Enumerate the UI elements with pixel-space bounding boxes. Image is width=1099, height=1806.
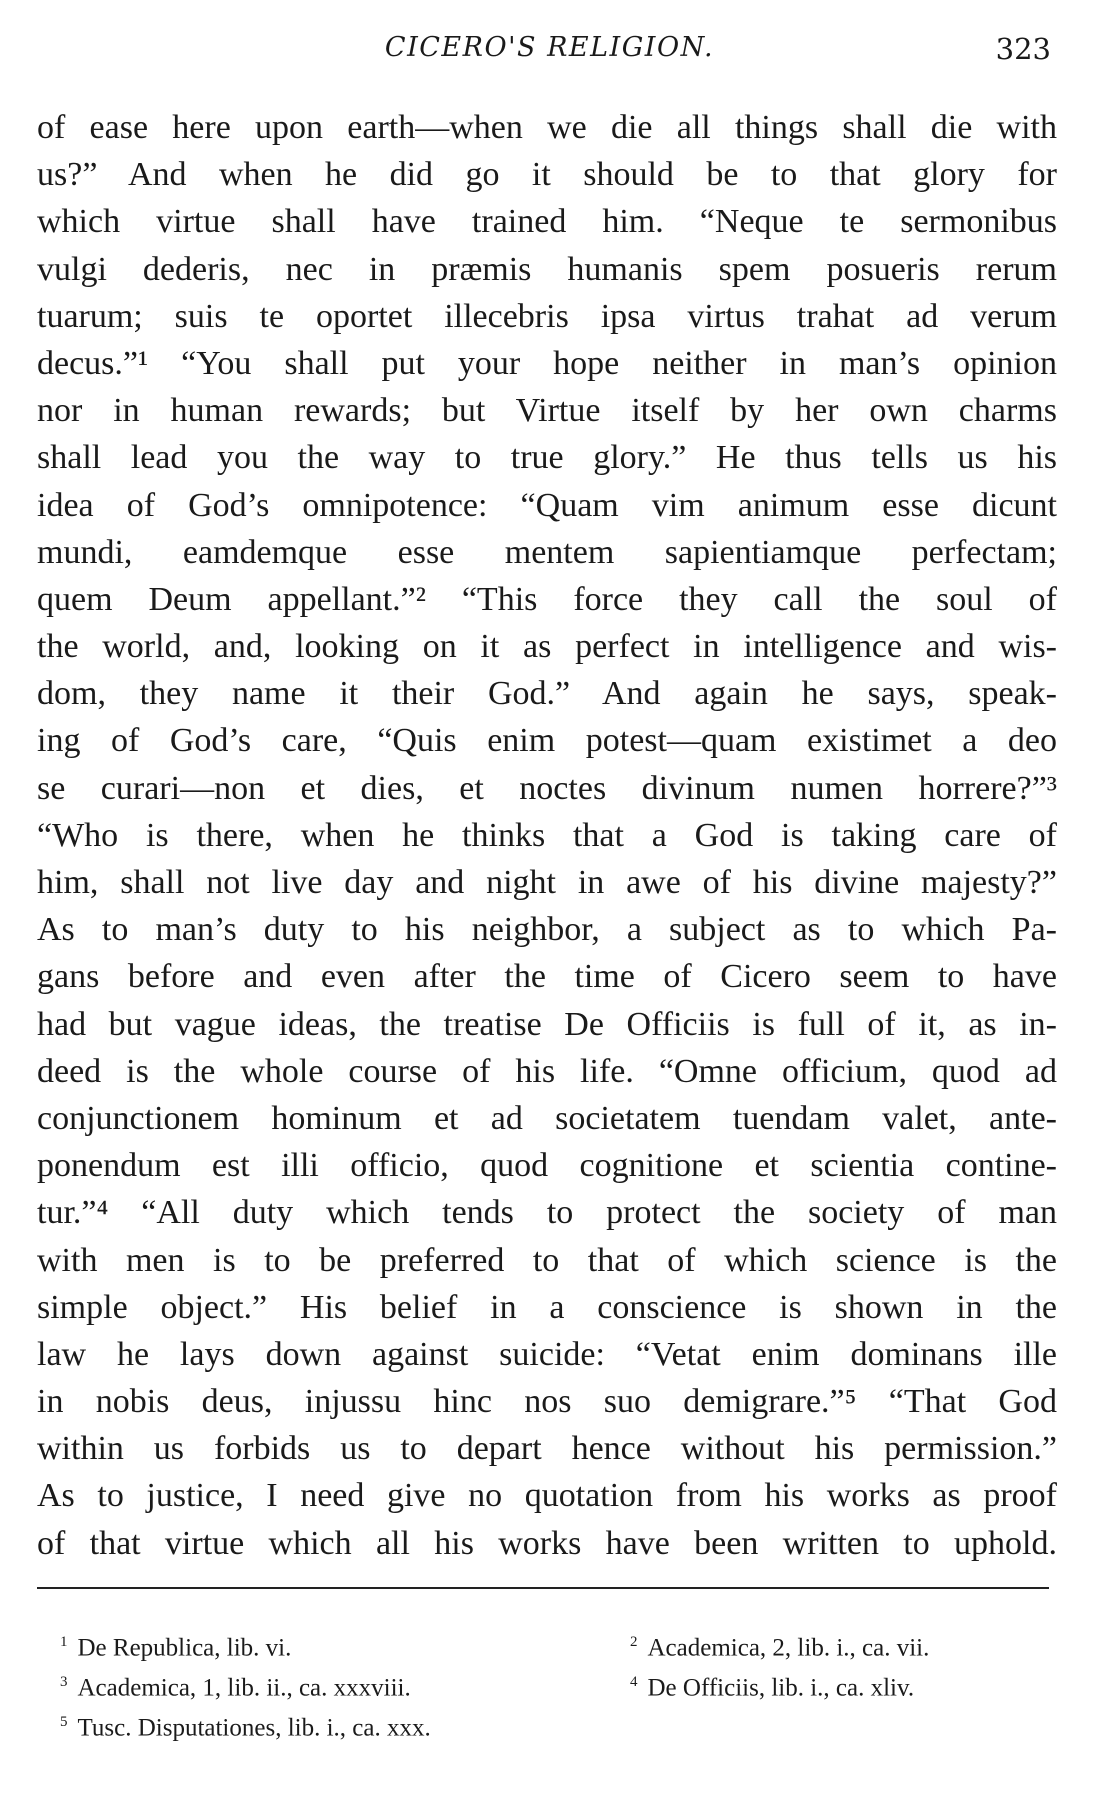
footnote-row	[60, 1662, 1040, 1702]
text-line: conjunctionem hominum et ad societatem tuendam valet, ante-	[37, 1099, 1057, 1137]
text-line: which virtue shall have trained him. “Neque te sermonibus	[37, 203, 1057, 241]
page-number: 323	[995, 32, 1051, 66]
footnote-marker: 1	[60, 1634, 68, 1650]
footnote-marker: 4	[630, 1674, 638, 1690]
footnote-text: De Republica, lib. vi.	[77, 1634, 292, 1662]
text-line: in nobis deus, injussu hinc nos suo demigrare.”⁵ “That God	[37, 1383, 1057, 1421]
text-line: tur.”⁴ “All duty which tends to protect the society of man	[37, 1194, 1057, 1232]
text-line: shall lead you the way to true glory.” He thus tells us his	[37, 439, 1057, 477]
text-line: quem Deum appellant.”² “This force they call the soul of	[37, 580, 1057, 618]
text-line: As to justice, I need give no quotation from his works as proof	[37, 1477, 1057, 1515]
footnote-row	[60, 1622, 1040, 1662]
body-text	[37, 104, 1057, 1567]
text-line: nor in human rewards; but Virtue itself by her own charms	[37, 392, 1057, 430]
footnote-divider	[37, 1587, 1049, 1589]
text-line: him, shall not live day and night in awe of his divine majesty?”	[37, 864, 1057, 901]
footnote	[60, 1702, 431, 1748]
text-line: deed is the whole course of his life. “Omne officium, quod ad	[37, 1052, 1057, 1090]
text-line: the world, and, looking on it as perfect in intelligence and wis-	[37, 628, 1057, 666]
text-line: of ease here upon earth—when we die all things shall die with	[37, 109, 1057, 146]
text-line: simple object.” His belief in a conscience is shown in the	[37, 1288, 1057, 1326]
footnote-text: Academica, 2, lib. i., ca. vii.	[647, 1634, 930, 1662]
running-title: CICERO'S RELIGION.	[384, 32, 715, 63]
text-line: gans before and even after the time of Cicero seem to have	[37, 958, 1057, 996]
text-line: with men is to be preferred to that of which science is the	[37, 1241, 1057, 1279]
text-line: law he lays down against suicide: “Vetat enim dominans ille	[37, 1335, 1057, 1373]
text-line: “Who is there, when he thinks that a God is taking care of	[37, 816, 1057, 854]
footnotes	[60, 1622, 1040, 1742]
page-header	[0, 32, 1099, 72]
text-line: us?” And when he did go it should be to that glory for	[37, 156, 1057, 194]
text-line: within us forbids us to depart hence without his permission.”	[37, 1430, 1057, 1468]
text-line: decus.”¹ “You shall put your hope neither in man’s opinion	[37, 344, 1057, 382]
footnote-text: Academica, 1, lib. ii., ca. xxxviii.	[77, 1674, 411, 1702]
footnote-marker: 3	[60, 1674, 68, 1690]
text-line: idea of God’s omnipotence: “Quam vim animum esse dicunt	[37, 486, 1057, 524]
footnote-text: De Officiis, lib. i., ca. xliv.	[647, 1674, 915, 1702]
text-line: vulgi dederis, nec in præmis humanis spem posueris rerum	[37, 250, 1057, 288]
text-line: As to man’s duty to his neighbor, a subject as to which Pa-	[37, 911, 1057, 949]
text-line: ing of God’s care, “Quis enim potest—quam existimet a deo	[37, 722, 1057, 760]
footnote-marker: 2	[630, 1634, 638, 1650]
text-line: mundi, eamdemque esse mentem sapientiamque perfectam;	[37, 533, 1057, 571]
text-line: se curari—non et dies, et noctes divinum numen horrere?”³	[37, 769, 1057, 807]
text-line: dom, they name it their God.” And again he says, speak-	[37, 675, 1057, 713]
text-line: of that virtue which all his works have been written to uphold.	[37, 1524, 1057, 1562]
footnote-row	[60, 1702, 1040, 1742]
footnote-text: Tusc. Disputationes, lib. i., ca. xxx.	[77, 1714, 431, 1742]
text-line: tuarum; suis te oportet illecebris ipsa virtus trahat ad verum	[37, 297, 1057, 335]
text-line: ponendum est illi officio, quod cognitione et scientia contine-	[37, 1147, 1057, 1185]
footnote-marker: 5	[60, 1714, 68, 1730]
text-line: had but vague ideas, the treatise De Officiis is full of it, as in-	[37, 1005, 1057, 1043]
